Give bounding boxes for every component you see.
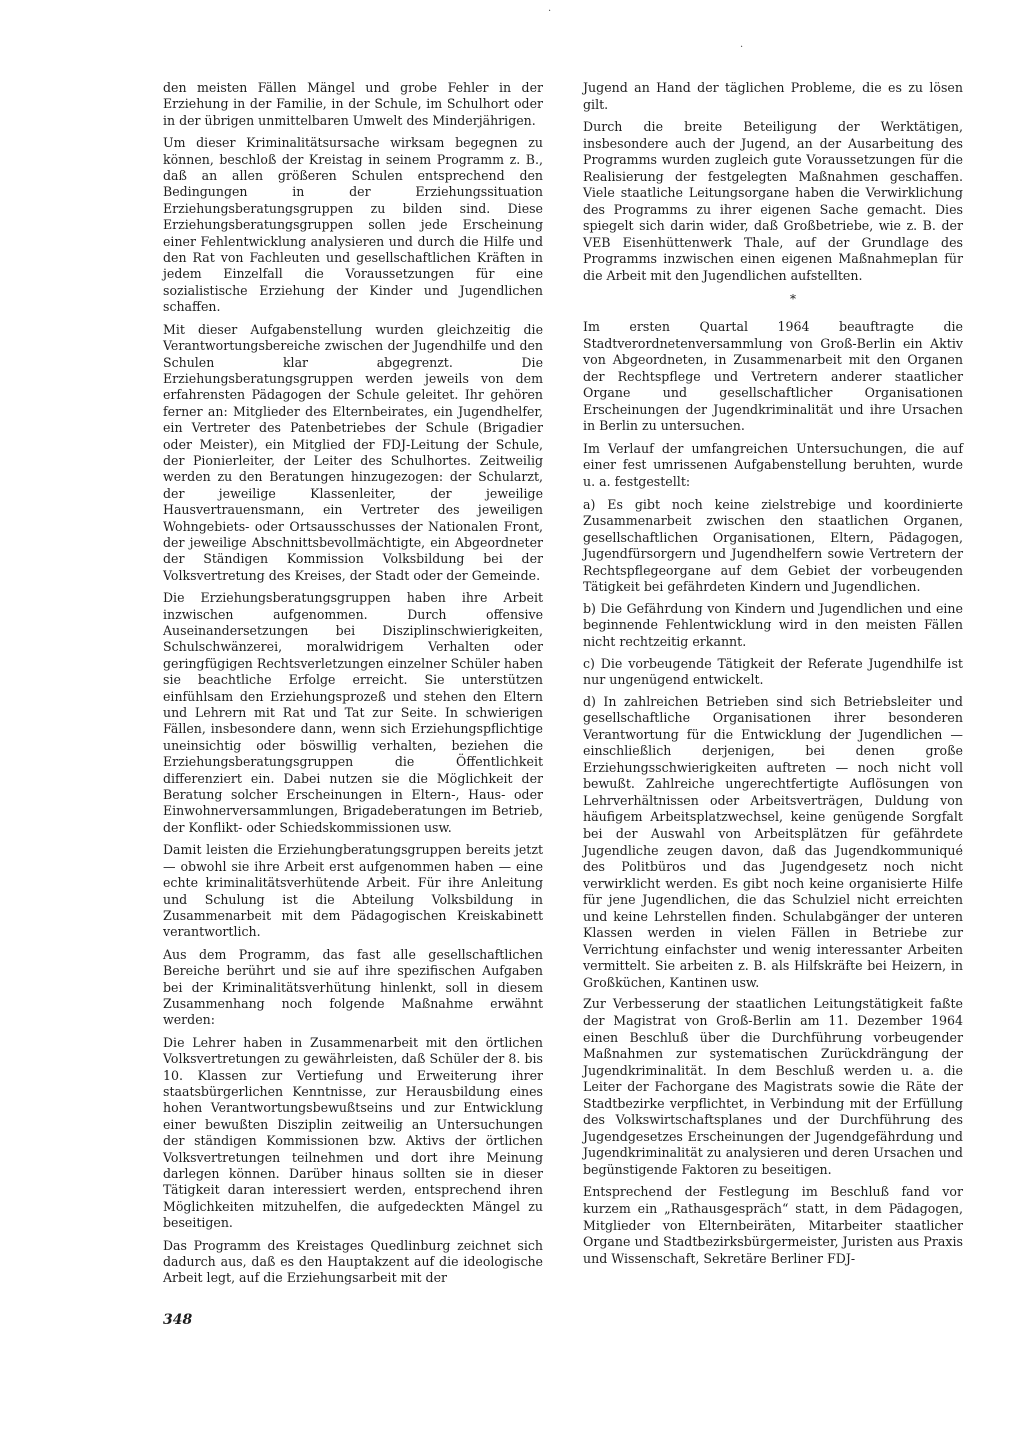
paragraph: Jugend an Hand der täglichen Probleme, die es zu lösen gilt. bbox=[583, 80, 963, 112]
paragraph: den meisten Fällen Mängel und grobe Fehler in der Erziehung in der Familie, in der Schule, im Schulhort oder in der übrigen unmittelbaren Umwelt des Minderjährigen. bbox=[163, 80, 543, 128]
scan-speck: · bbox=[548, 6, 552, 17]
left-column bbox=[163, 80, 543, 1293]
scan-speck: · bbox=[740, 42, 744, 53]
paragraph: Damit leisten die Erziehungberatungsgruppen bereits jetzt — obwohl sie ihre Arbeit erst aufgenommen haben — eine echte kriminalitätsverhütende Arbeit. Für ihre Anleitung und Schulung ist die Abteilung Volksbildung in Zusammenarbeit mit dem Pädagogischen Kreiskabinett verantwortlich. bbox=[163, 842, 543, 940]
page-number: 348 bbox=[163, 1312, 193, 1328]
finding-item: b) Die Gefährdung von Kindern und Jugendlichen und eine beginnende Fehlentwicklung wird in den meisten Fällen nicht rechtzeitig erkannt. bbox=[583, 600, 963, 649]
paragraph: Die Lehrer haben in Zusammenarbeit mit den örtlichen Volksvertretungen zu gewährleisten, daß Schüler der 8. bis 10. Klassen zur Vertiefung und Erweiterung ihrer staatsbürgerlichen Kenntnisse, zur Herausbildung eines hohen Verantwortungsbewußtseins und zur Entwicklung einer bewußten Disziplin zeitweilig an Untersuchungen der ständigen Kommissionen bzw. Aktivs der örtlichen Volksvertretungen teilnehmen und dort ihre Meinung darlegen können. Darüber hinaus sollten sie in dieser Tätigkeit daran interessiert werden, entsprechend ihren Möglichkeiten mitzuhelfen, die aufgedeckten Mängel zu beseitigen. bbox=[163, 1034, 543, 1231]
paragraph: Entsprechend der Festlegung im Beschluß fand vor kurzem ein „Rathausgespräch“ statt, in dem Pädagogen, Mitglieder von Elternbeiräten, Mitarbeiter staatlicher Organe und Stadtbezirksbürgermeister, Juristen aus Praxis und Wissenschaft, Sekretäre Berliner FDJ- bbox=[583, 1184, 963, 1266]
finding-item: d) In zahlreichen Betrieben sind sich Betriebsleiter und gesellschaftliche Organisationen ihrer besonderen Verantwortung für die Entwicklung der Jugendlichen — einschließlich derjenigen, bei denen große Erziehungsschwierigkeiten auftreten — noch nicht voll bewußt. Zahlreiche ungerechtfertigte Auflösungen von Lehrverhältnissen oder Arbeitsverträgen, Duldung von häufigem Arbeitsplatzwechsel, keine genügende Sorgfalt bei der Auswahl von Arbeitsplätzen für gefährdete Jugendliche zeugen davon, daß das Jugendkommuniqué des Politbüros und das Jugendgesetz noch nicht verwirklicht werden. Es gibt noch keine organisierte Hilfe für jene Jugendlichen, die das Schulziel nicht erreichten und keine Lehrstellen finden. Schulabgänger der unteren Klassen werden in vielen Fällen in Betriebe zur Verrichtung einfachster und wenig interessanter Arbeiten vermittelt. Sie arbeiten z. B. als Hilfskräfte bei Heizern, in Großküchen, Kantinen usw. bbox=[583, 693, 963, 990]
paragraph: Mit dieser Aufgabenstellung wurden gleichzeitig die Verantwortungsbereiche zwischen der Jugendhilfe und den Schulen klar abgegrenzt. Die Erziehungsberatungsgruppen werden jeweils von dem erfahrensten Pädagogen der Schule geleitet. Ihr gehören ferner an: Mitglieder des Elternbeirates, ein Jugendhelfer, ein Vertreter des Patenbetriebes der Schule (Brigadier oder Meister), ein Mitglied der FDJ-Leitung der Schule, der Pionierleiter, der Leiter des Schulhortes. Zeitweilig werden zu den Beratungen hinzugezogen: der Schularzt, der jeweilige Klassenleiter, der jeweilige Hausvertrauensmann, ein Vertreter des jeweiligen Wohngebiets- oder Ortsausschusses der Nationalen Front, der jeweilige Abschnittsbevollmächtigte, ein Abgeordneter der Ständigen Kommission Volksbildung bei der Volksvertretung des Kreises, der Stadt oder der Gemeinde. bbox=[163, 321, 543, 583]
right-column bbox=[583, 80, 963, 1273]
paragraph: Im ersten Quartal 1964 beauftragte die Stadtverordnetenversammlung von Groß-Berlin ein Aktiv von Abgeordneten, in Zusammenarbeit mit den Organen der Rechtspflege und Vertretern anderer staatlicher Organe und gesellschaftlicher Organisationen Erscheinungen der Jugendkriminalität und ihre Ursachen in Berlin zu untersuchen. bbox=[583, 319, 963, 434]
findings-list bbox=[583, 497, 963, 992]
paragraph: Durch die breite Beteiligung der Werktätigen, insbesondere auch der Jugend, an der Ausarbeitung des Programms wurden zugleich gute Voraussetzungen für die Realisierung der festgelegten Maßnahmen geschaffen. Viele staatliche Leitungsorgane haben die Verwirklichung des Programms zu ihrer eigenen Sache gemacht. Dies spiegelt sich darin wider, daß Großbetriebe, wie z. B. der VEB Eisenhüttenwerk Thale, auf der Grundlage des Programms inzwischen einen eigenen Maßnahmeplan für die Arbeit mit den Jugendlichen aufstellten. bbox=[583, 119, 963, 284]
paragraph: Zur Verbesserung der staatlichen Leitungstätigkeit faßte der Magistrat von Groß-Berlin am 11. Dezember 1964 einen Beschluß über die Durchführung vorbeugender Maßnahmen zur systematischen Zurückdrängung der Jugendkriminalität. In dem Beschluß werden u. a. die Leiter der Fachorgane des Magistrats sowie die Räte der Stadtbezirke verpflichtet, in Verbindung mit der Erfüllung des Volkswirtschaftsplanes und der Durchführung des Jugendgesetzes Erscheinungen der Jugendgefährdung und Jugendkriminalität zu analysieren und deren Ursachen und begünstigende Faktoren zu beseitigen. bbox=[583, 996, 963, 1177]
finding-item: c) Die vorbeugende Tätigkeit der Referate Jugendhilfe ist nur ungenügend entwickelt. bbox=[583, 655, 963, 688]
paragraph: Das Programm des Kreistages Quedlinburg zeichnet sich dadurch aus, daß es den Hauptakzent auf die ideologische Arbeit legt, auf die Erziehungsarbeit mit der bbox=[163, 1237, 543, 1286]
paragraph: Aus dem Programm, das fast alle gesellschaftlichen Bereiche berührt und sie auf ihre spezifischen Aufgaben bei der Kriminalitätsverhütung hinlenkt, soll in diesem Zusammenhang noch folgende Maßnahme erwähnt werden: bbox=[163, 946, 543, 1028]
section-separator: * bbox=[790, 291, 796, 306]
paragraph: Um dieser Kriminalitätsursache wirksam begegnen zu können, beschloß der Kreistag in seinem Programm z. B., daß an allen größeren Schulen entsprechend den Bedingungen in der Erziehungssituation Erziehungsberatungsgruppen zu bilden sind. Diese Erziehungsberatungsgruppen sollen jede Erscheinung einer Fehlentwicklung analysieren und durch die Hilfe und den Rat von Fachleuten und gesellschaftlichen Kräften in jedem Einzelfall die Voraussetzungen für eine sozialistische Erziehung der Kinder und Jugendlichen schaffen. bbox=[163, 135, 543, 315]
paragraph: Im Verlauf der umfangreichen Untersuchungen, die auf einer fest umrissenen Aufgabenstellung beruhten, wurde u. a. festgestellt: bbox=[583, 440, 963, 490]
finding-item: a) Es gibt noch keine zielstrebige und koordinierte Zusammenarbeit zwischen den staatlichen Organen, gesellschaftlichen Organisationen, Eltern, Pädagogen, Jugendfürsorgern und Jugendhelfern sowie Vertretern der Rechtspflegeorgane auf dem Gebiet der vorbeugenden Tätigkeit bei gefährdeten Kindern und Jugendlichen. bbox=[583, 496, 963, 595]
paragraph: Die Erziehungsberatungsgruppen haben ihre Arbeit inzwischen aufgenommen. Durch offensive Auseinandersetzungen bei Disziplinschwierigkeiten, Schulschwänzerei, moralwidrigem Verhalten oder geringfügigen Rechtsverletzungen einzelner Schüler haben sie beachtliche Erfolge erreicht. Sie unterstützen einfühlsam den Erziehungsprozeß und stehen den Eltern und Lehrern mit Rat und Tat zur Seite. In schwierigen Fällen, insbesondere dann, wenn sich Erziehungspflichtige uneinsichtig oder böswillig verhalten, beziehen die Erziehungsberatungsgruppen die Öffentlichkeit differenziert ein. Dabei nutzen sie die Möglichkeit der Beratung solcher Erscheinungen in Eltern-, Haus- oder Einwohnerversammlungen, Brigadeberatungen im Betrieb, der Konflikt- oder Schiedskommissionen usw. bbox=[163, 590, 543, 835]
